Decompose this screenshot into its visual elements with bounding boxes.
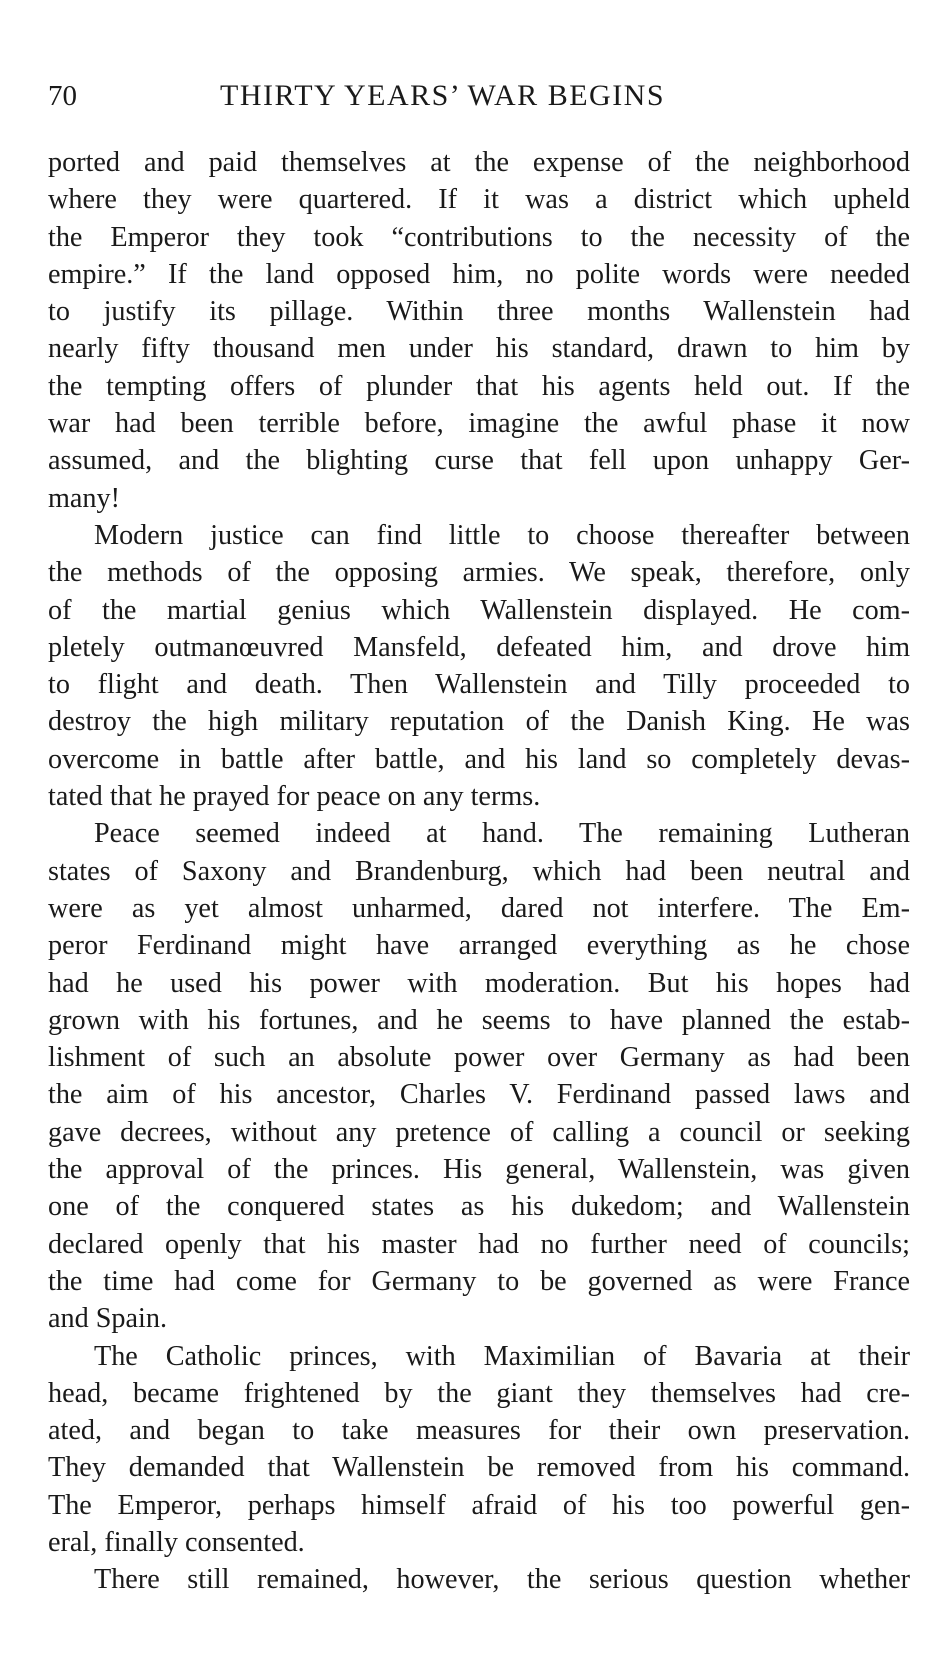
text-line: had he used his power with moderation. But his hopes had xyxy=(48,967,910,999)
text-line: gave decrees, without any pretence of calling a council or seeking xyxy=(48,1116,910,1148)
text-line: many! xyxy=(48,482,121,514)
text-line: to justify its pillage. Within three months Wallenstein had xyxy=(48,296,910,328)
text-line: lishment of such an absolute power over Germany as had been xyxy=(48,1042,910,1074)
text-line: The Emperor, perhaps himself afraid of his too powerful gen- xyxy=(48,1489,910,1521)
text-line: Peace seemed indeed at hand. The remaining Lutheran xyxy=(94,818,910,850)
text-line: where they were quartered. If it was a district which upheld xyxy=(48,184,910,216)
running-title: THIRTY YEARS’ WAR BEGINS xyxy=(220,79,666,112)
text-line: states of Saxony and Brandenburg, which had been neutral and xyxy=(48,855,910,887)
text-line: head, became frightened by the giant they themselves had cre- xyxy=(48,1377,910,1409)
text-line: of the martial genius which Wallenstein displayed. He com- xyxy=(48,594,910,626)
text-line: to flight and death. Then Wallenstein and Tilly proceeded to xyxy=(48,669,910,701)
text-line: tated that he prayed for peace on any terms. xyxy=(48,781,541,813)
text-line: There still remained, however, the serious question whether xyxy=(94,1564,910,1596)
text-line: war had been terrible before, imagine the awful phase it now xyxy=(48,408,910,440)
body-text xyxy=(48,144,910,1599)
text-line: destroy the high military reputation of the Danish King. He was xyxy=(48,706,910,738)
text-line: They demanded that Wallenstein be removed from his command. xyxy=(48,1452,910,1484)
text-line: one of the conquered states as his dukedom; and Wallenstein xyxy=(48,1191,910,1223)
text-line: overcome in battle after battle, and his land so completely devas- xyxy=(48,743,910,775)
text-line: eral, finally consented. xyxy=(48,1526,305,1558)
text-line: the aim of his ancestor, Charles V. Ferdinand passed laws and xyxy=(48,1079,910,1111)
text-line: the methods of the opposing armies. We speak, therefore, only xyxy=(48,557,910,589)
page-number: 70 xyxy=(48,80,77,112)
text-line: the approval of the princes. His general, Wallenstein, was given xyxy=(48,1154,910,1186)
text-line: declared openly that his master had no further need of councils; xyxy=(48,1228,910,1260)
text-line: ported and paid themselves at the expense of the neighborhood xyxy=(48,147,910,178)
text-line: pletely outmanœuvred Mansfeld, defeated him, and drove him xyxy=(48,631,910,663)
text-line: nearly fifty thousand men under his standard, drawn to him by xyxy=(48,333,910,365)
text-line: and Spain. xyxy=(48,1303,167,1335)
text-line: assumed, and the blighting curse that fell upon unhappy Ger- xyxy=(48,445,910,477)
text-line: were as yet almost unharmed, dared not interfere. The Em- xyxy=(48,892,910,924)
text-line: The Catholic princes, with Maximilian of Bavaria at their xyxy=(94,1340,910,1372)
text-line: Modern justice can find little to choose thereafter between xyxy=(94,519,910,551)
running-head xyxy=(48,76,908,116)
text-line: the Emperor they took “contributions to the necessity of the xyxy=(48,221,910,253)
text-line: empire.” If the land opposed him, no polite words were needed xyxy=(48,258,910,290)
text-line: the time had come for Germany to be governed as were France xyxy=(48,1265,910,1297)
text-line: ated, and began to take measures for their own preservation. xyxy=(48,1415,910,1447)
text-line: peror Ferdinand might have arranged everything as he chose xyxy=(48,930,910,962)
text-line: grown with his fortunes, and he seems to have planned the estab- xyxy=(48,1004,910,1036)
text-line: the tempting offers of plunder that his agents held out. If the xyxy=(48,370,910,402)
